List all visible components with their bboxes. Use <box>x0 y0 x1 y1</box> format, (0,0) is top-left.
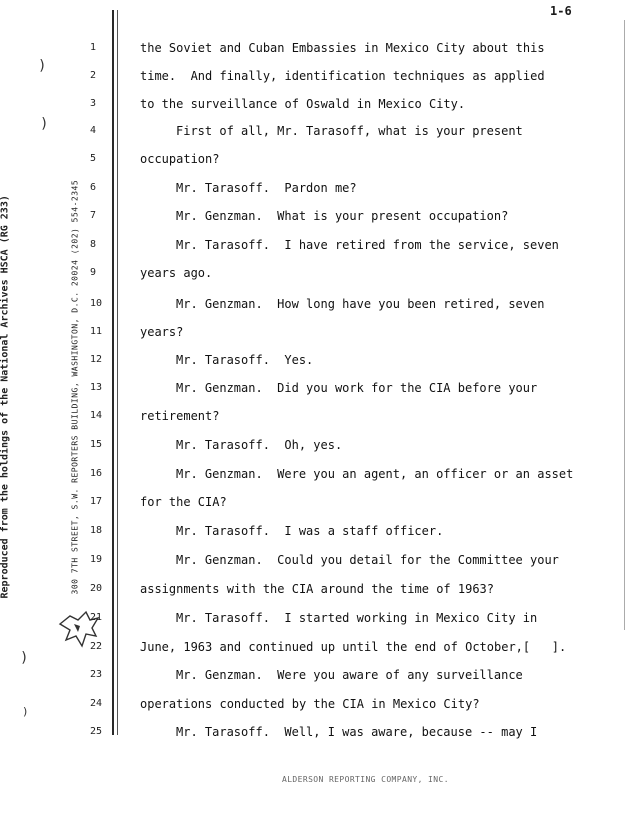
transcript-line: years ago. <box>140 266 213 280</box>
line-number: 20 <box>90 583 103 594</box>
left-margin-rule-inner <box>117 10 118 735</box>
punch-mark: ) <box>40 116 49 132</box>
transcript-line: Mr. Genzman. How long have you been retired, seven <box>176 297 545 311</box>
line-number: 21 <box>90 612 103 623</box>
archive-watermark-text: Reproduced from the holdings of the National Archives HSCA (RG 233) <box>0 195 11 599</box>
line-number: 15 <box>90 439 103 450</box>
line-number: 7 <box>90 210 97 221</box>
line-number: 9 <box>90 267 97 278</box>
line-number: 5 <box>90 153 97 164</box>
transcript-line: June, 1963 and continued up until the end of October,[ ]. <box>140 640 567 654</box>
line-number: 19 <box>90 554 103 565</box>
transcript-line: years? <box>140 325 184 339</box>
transcript-line: First of all, Mr. Tarasoff, what is your present <box>176 124 523 138</box>
transcript-line: operations conducted by the CIA in Mexico City? <box>140 697 480 711</box>
transcript-line: time. And finally, identification techniques as applied <box>140 69 545 83</box>
left-margin-rule <box>112 10 114 735</box>
transcript-line: to the surveillance of Oswald in Mexico City. <box>140 97 466 111</box>
line-number: 3 <box>90 98 97 109</box>
transcript-line: Mr. Tarasoff. Pardon me? <box>176 181 357 195</box>
line-number: 23 <box>90 669 103 680</box>
transcript-line: Mr. Tarasoff. Oh, yes. <box>176 438 343 452</box>
punch-mark: ) <box>22 705 29 718</box>
line-number: 18 <box>90 525 103 536</box>
punch-mark: ) <box>20 650 29 666</box>
transcript-line: Mr. Genzman. Were you aware of any surveillance <box>176 668 523 682</box>
line-number: 17 <box>90 496 103 507</box>
line-number: 11 <box>90 326 103 337</box>
line-number: 22 <box>90 641 103 652</box>
transcript-line: occupation? <box>140 152 220 166</box>
line-number: 6 <box>90 182 97 193</box>
transcript-line: for the CIA? <box>140 495 227 509</box>
transcript-line: retirement? <box>140 409 220 423</box>
punch-mark: ) <box>38 58 47 74</box>
footer-company: ALDERSON REPORTING COMPANY, INC. <box>282 775 449 784</box>
right-margin-rule <box>624 20 625 630</box>
transcript-line: Mr. Genzman. Did you work for the CIA before your <box>176 381 538 395</box>
transcript-line: Mr. Tarasoff. Yes. <box>176 353 314 367</box>
line-number: 24 <box>90 698 103 709</box>
transcript-line: Mr. Tarasoff. I was a staff officer. <box>176 524 444 538</box>
transcript-line: Mr. Genzman. What is your present occupation? <box>176 209 509 223</box>
line-number: 8 <box>90 239 97 250</box>
reporters-address-text: 300 7TH STREET, S.W. REPORTERS BUILDING, WASHINGTON, D.C. 20024 (202) 554-2345 <box>70 179 80 595</box>
transcript-line: Mr. Tarasoff. I started working in Mexico City in <box>176 611 538 625</box>
line-number: 13 <box>90 382 103 393</box>
line-number: 2 <box>90 70 97 81</box>
line-number: 14 <box>90 410 103 421</box>
page-number: 1-6 <box>550 4 572 18</box>
line-number: 12 <box>90 354 103 365</box>
line-number: 25 <box>90 726 103 737</box>
line-number: 1 <box>90 42 97 53</box>
transcript-line: assignments with the CIA around the time of 1963? <box>140 582 495 596</box>
transcript-line: Mr. Tarasoff. I have retired from the service, seven <box>176 238 559 252</box>
line-number: 4 <box>90 125 97 136</box>
transcript-line: Mr. Tarasoff. Well, I was aware, because -- may I <box>176 725 538 739</box>
line-number: 10 <box>90 298 103 309</box>
line-number: 16 <box>90 468 103 479</box>
transcript-line: the Soviet and Cuban Embassies in Mexico City about this <box>140 41 545 55</box>
transcript-line: Mr. Genzman. Were you an agent, an officer or an asset <box>176 467 574 481</box>
transcript-line: Mr. Genzman. Could you detail for the Committee your <box>176 553 559 567</box>
